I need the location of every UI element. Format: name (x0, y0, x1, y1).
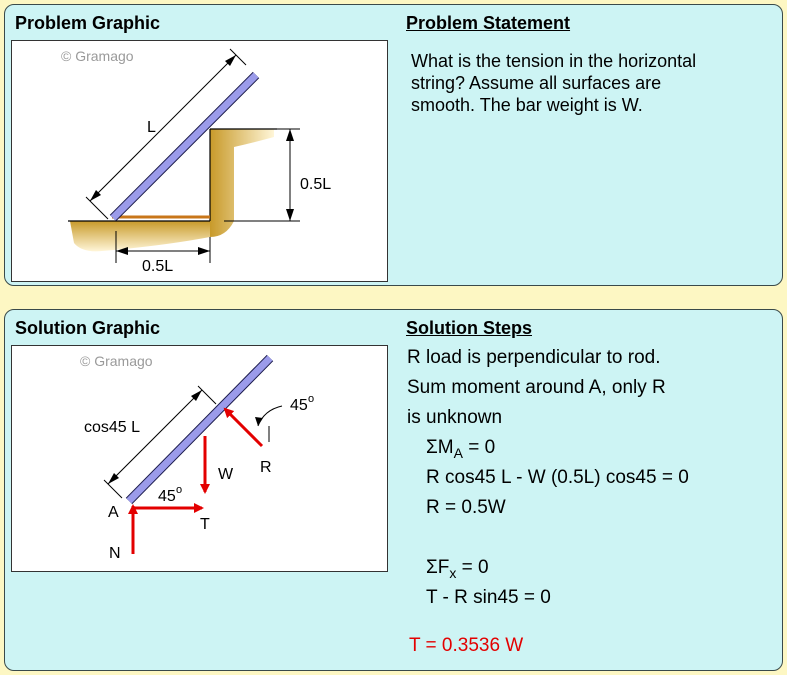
solution-graphic-canvas (11, 345, 388, 572)
step-moment-sum (426, 437, 495, 461)
dim-cos45L-ext-high (198, 386, 216, 404)
moment-sub: A (453, 444, 463, 461)
problem-statement (411, 50, 696, 116)
step-line: Sum moment around A, only R (407, 377, 666, 398)
statement-line: string? Assume all surfaces are (411, 73, 662, 93)
force-sub: x (449, 564, 457, 581)
dim-cos45L-ext-low (104, 480, 122, 498)
label-T: T (200, 516, 210, 533)
free-body-diagram (12, 346, 387, 571)
force-R-arrow (225, 409, 262, 446)
label-width: 0.5L (142, 258, 174, 275)
dim-width-arrow-right (198, 247, 210, 255)
dim-L-ext-low (86, 197, 108, 219)
watermark: © Gramago (61, 48, 134, 64)
bar-fill (129, 358, 270, 501)
statement-line: What is the tension in the horizontal (411, 51, 697, 71)
step-moment-eq: R cos45 L - W (0.5L) cos45 = 0 (426, 467, 689, 488)
angle-R-arc (258, 406, 282, 426)
angle-R-value: 45 (290, 397, 308, 414)
ground-floor (70, 221, 210, 251)
dim-height-arrow-top (286, 129, 294, 141)
moment-suffix: = 0 (462, 437, 496, 458)
dim-height-arrow-bot (286, 209, 294, 221)
statement-line: smooth. The bar weight is W. (411, 95, 643, 115)
label-cos45L: cos45 L (84, 419, 141, 436)
problem-statement-heading: Problem Statement (406, 13, 571, 33)
problem-graphic-heading: Problem Graphic (15, 13, 161, 33)
angle-R-degree: o (308, 393, 315, 405)
final-result: T = 0.3536 W (409, 635, 524, 656)
force-prefix: ΣF (426, 557, 450, 578)
label-height: 0.5L (300, 176, 332, 193)
problem-panel (4, 4, 783, 286)
solution-panel (4, 309, 783, 671)
angle-T-degree: o (176, 484, 183, 496)
label-W: W (218, 466, 234, 483)
solution-steps-heading: Solution Steps (406, 318, 532, 338)
step-r-result: R = 0.5W (426, 497, 506, 518)
label-A: A (108, 504, 119, 521)
problem-diagram (12, 41, 387, 281)
step-force-eq: T - R sin45 = 0 (426, 587, 551, 608)
problem-graphic-canvas (11, 40, 388, 282)
solution-graphic-heading: Solution Graphic (15, 318, 161, 338)
step-force-sum (426, 557, 489, 581)
step-line: R load is perpendicular to rod. (407, 347, 661, 368)
force-suffix: = 0 (456, 557, 489, 578)
step-line: is unknown (407, 407, 503, 428)
label-R: R (260, 459, 272, 476)
label-N: N (109, 545, 121, 562)
watermark: © Gramago (80, 353, 153, 369)
moment-prefix: ΣM (426, 437, 454, 458)
angle-T-value: 45 (158, 488, 176, 505)
label-L: L (147, 119, 156, 136)
